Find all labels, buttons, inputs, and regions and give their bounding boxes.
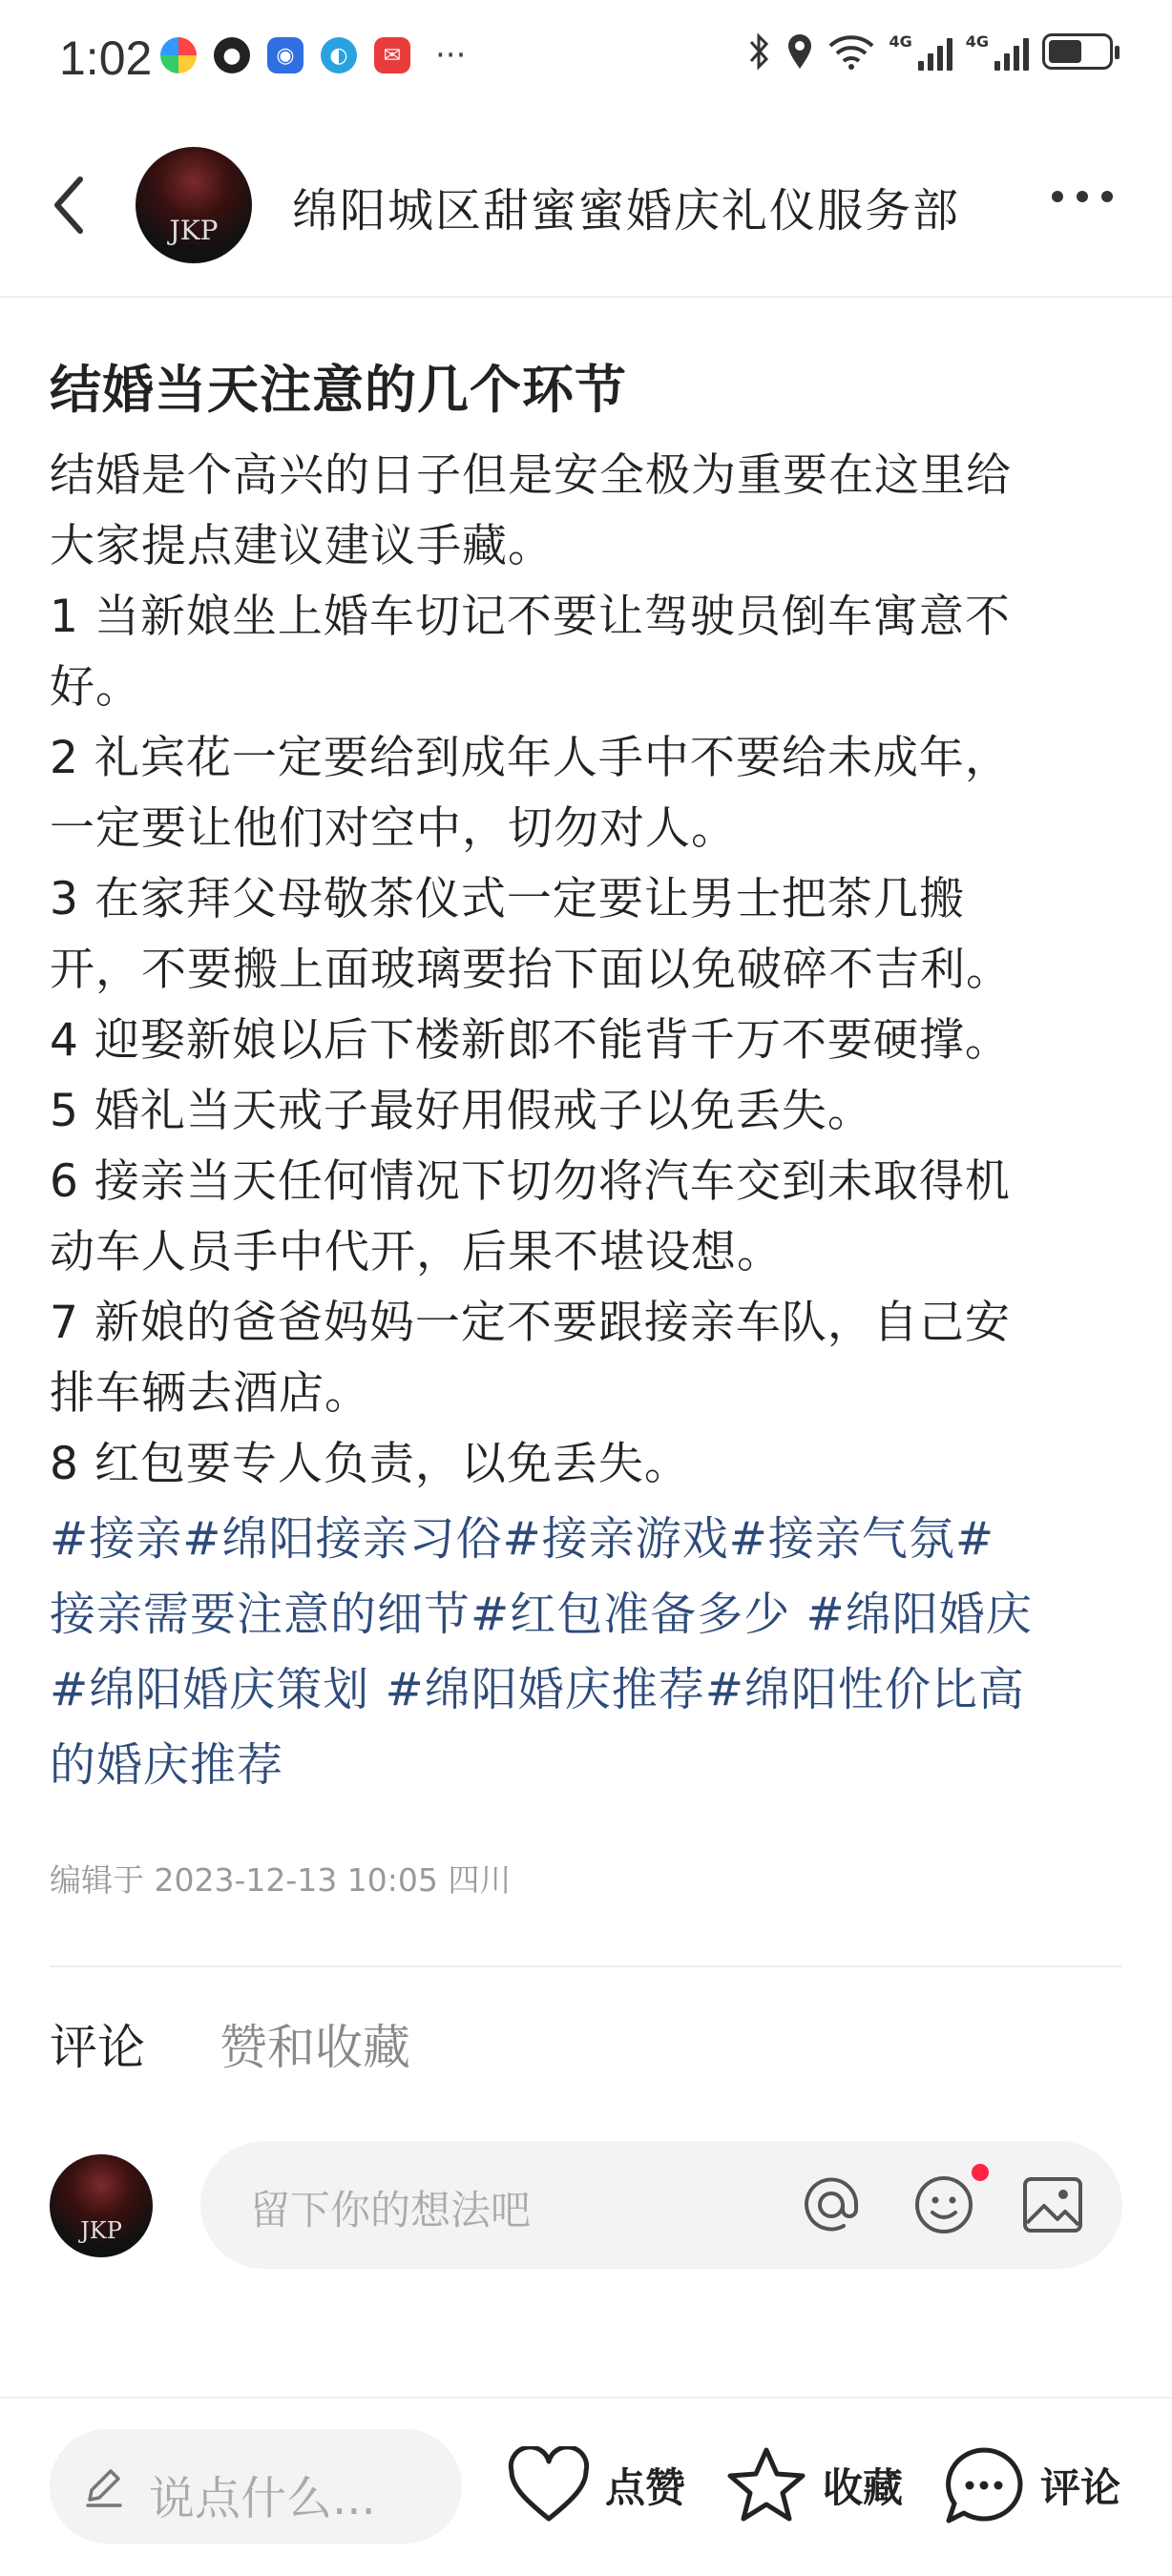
post-line: 3 在家拜父母敬茶仪式一定要让男士把茶几搬 bbox=[50, 873, 965, 925]
post-line: 4 迎娶新娘以后下楼新郎不能背千万不要硬撑。 bbox=[50, 1014, 1011, 1067]
post-body bbox=[50, 441, 1128, 1500]
more-options-icon[interactable] bbox=[1052, 191, 1113, 202]
comment-input[interactable] bbox=[200, 2141, 1122, 2269]
post-line: 排车辆去酒店。 bbox=[50, 1367, 370, 1420]
user-avatar bbox=[50, 2154, 153, 2257]
avatar-logo-text: JKP bbox=[80, 2217, 122, 2244]
status-more-icon: ··· bbox=[435, 36, 467, 74]
back-arrow-icon[interactable] bbox=[44, 172, 101, 239]
hashtags[interactable] bbox=[50, 1502, 1128, 1803]
hashtag-line[interactable]: #绵阳婚庆策划 #绵阳婚庆推荐#绵阳性价比高 bbox=[50, 1663, 1025, 1716]
status-app-icons bbox=[160, 36, 466, 74]
post-line: 好。 bbox=[50, 661, 141, 714]
say-something-input[interactable] bbox=[50, 2429, 462, 2544]
author-name[interactable]: 绵阳城区甜蜜蜜婚庆礼仪服务部 bbox=[292, 184, 961, 238]
status-bar bbox=[0, 0, 1172, 114]
battery-icon bbox=[1042, 33, 1113, 70]
colorful-app-icon bbox=[160, 37, 197, 73]
mention-at-icon[interactable] bbox=[798, 2171, 865, 2238]
pencil-icon bbox=[80, 2462, 128, 2509]
comment-button[interactable] bbox=[941, 2442, 1120, 2528]
post-line: 动车人员手中代开，后果不堪设想。 bbox=[50, 1226, 783, 1278]
edit-timestamp: 编辑于 2023-12-13 10:05 四川 bbox=[50, 1861, 512, 1899]
post-line: 6 接亲当天任何情况下切勿将汽车交到未取得机 bbox=[50, 1155, 1011, 1208]
author-avatar[interactable] bbox=[136, 147, 252, 263]
tab-likes-favorites[interactable]: 赞和收藏 bbox=[220, 2020, 410, 2075]
post-line: 结婚是个高兴的日子但是安全极为重要在这里给 bbox=[50, 449, 1012, 502]
header bbox=[0, 134, 1172, 277]
location-icon bbox=[785, 32, 814, 71]
comment-bubble-icon bbox=[941, 2444, 1027, 2526]
signal-4g-icon-2: 4G bbox=[966, 32, 1029, 71]
status-indicators bbox=[747, 32, 1113, 71]
hashtag-line[interactable]: 接亲需要注意的细节#红包准备多少 #绵阳婚庆 bbox=[50, 1588, 1033, 1641]
blue-app-icon: ◉ bbox=[267, 37, 303, 73]
favorite-button[interactable] bbox=[723, 2442, 903, 2528]
image-icon[interactable] bbox=[1019, 2171, 1086, 2238]
wifi-icon bbox=[827, 32, 875, 71]
section-divider bbox=[50, 1965, 1122, 1967]
bottom-divider bbox=[0, 2397, 1172, 2399]
hashtag-line[interactable]: 的婚庆推荐 bbox=[50, 1738, 284, 1792]
star-icon bbox=[723, 2444, 809, 2526]
emoji-icon[interactable] bbox=[910, 2171, 977, 2238]
post-title: 结婚当天注意的几个环节 bbox=[50, 360, 627, 420]
tab-comments[interactable]: 评论 bbox=[50, 2020, 145, 2075]
avatar-logo-text: JKP bbox=[169, 215, 219, 246]
post-line: 8 红包要专人负责，以免丢失。 bbox=[50, 1438, 690, 1490]
like-label: 点赞 bbox=[605, 2464, 686, 2511]
post-line: 7 新娘的爸爸妈妈一定不要跟接亲车队，自己安 bbox=[50, 1297, 1011, 1349]
heart-icon bbox=[506, 2446, 592, 2524]
status-time: 1:02 bbox=[59, 31, 153, 85]
post-line: 开，不要搬上面玻璃要抬下面以免破碎不吉利。 bbox=[50, 944, 1012, 996]
say-placeholder: 说点什么... bbox=[149, 2472, 376, 2525]
red-app-icon: ✉ bbox=[374, 37, 410, 73]
bluetooth-icon bbox=[747, 32, 772, 71]
comment-label: 评论 bbox=[1040, 2464, 1121, 2511]
cloud-app-icon: ◐ bbox=[321, 37, 357, 73]
hashtag-line[interactable]: #接亲#绵阳接亲习俗#接亲游戏#接亲气氛# bbox=[50, 1512, 995, 1566]
post-line: 5 婚礼当天戒子最好用假戒子以免丢失。 bbox=[50, 1085, 873, 1137]
signal-4g-icon: 4G bbox=[889, 32, 952, 71]
header-divider bbox=[0, 296, 1172, 298]
post-line: 1 当新娘坐上婚车切记不要让驾驶员倒车寓意不 bbox=[50, 591, 1011, 643]
post-line: 大家提点建议建议手藏。 bbox=[50, 520, 554, 572]
favorite-label: 收藏 bbox=[823, 2464, 904, 2511]
comment-placeholder: 留下你的想法吧 bbox=[250, 2187, 532, 2233]
notification-dot bbox=[972, 2164, 989, 2181]
penguin-app-icon: ● bbox=[214, 37, 250, 73]
post-line: 一定要让他们对空中，切勿对人。 bbox=[50, 802, 737, 855]
post-line: 2 礼宾花一定要给到成年人手中不要给未成年， bbox=[50, 732, 1011, 784]
like-button[interactable] bbox=[506, 2442, 685, 2528]
